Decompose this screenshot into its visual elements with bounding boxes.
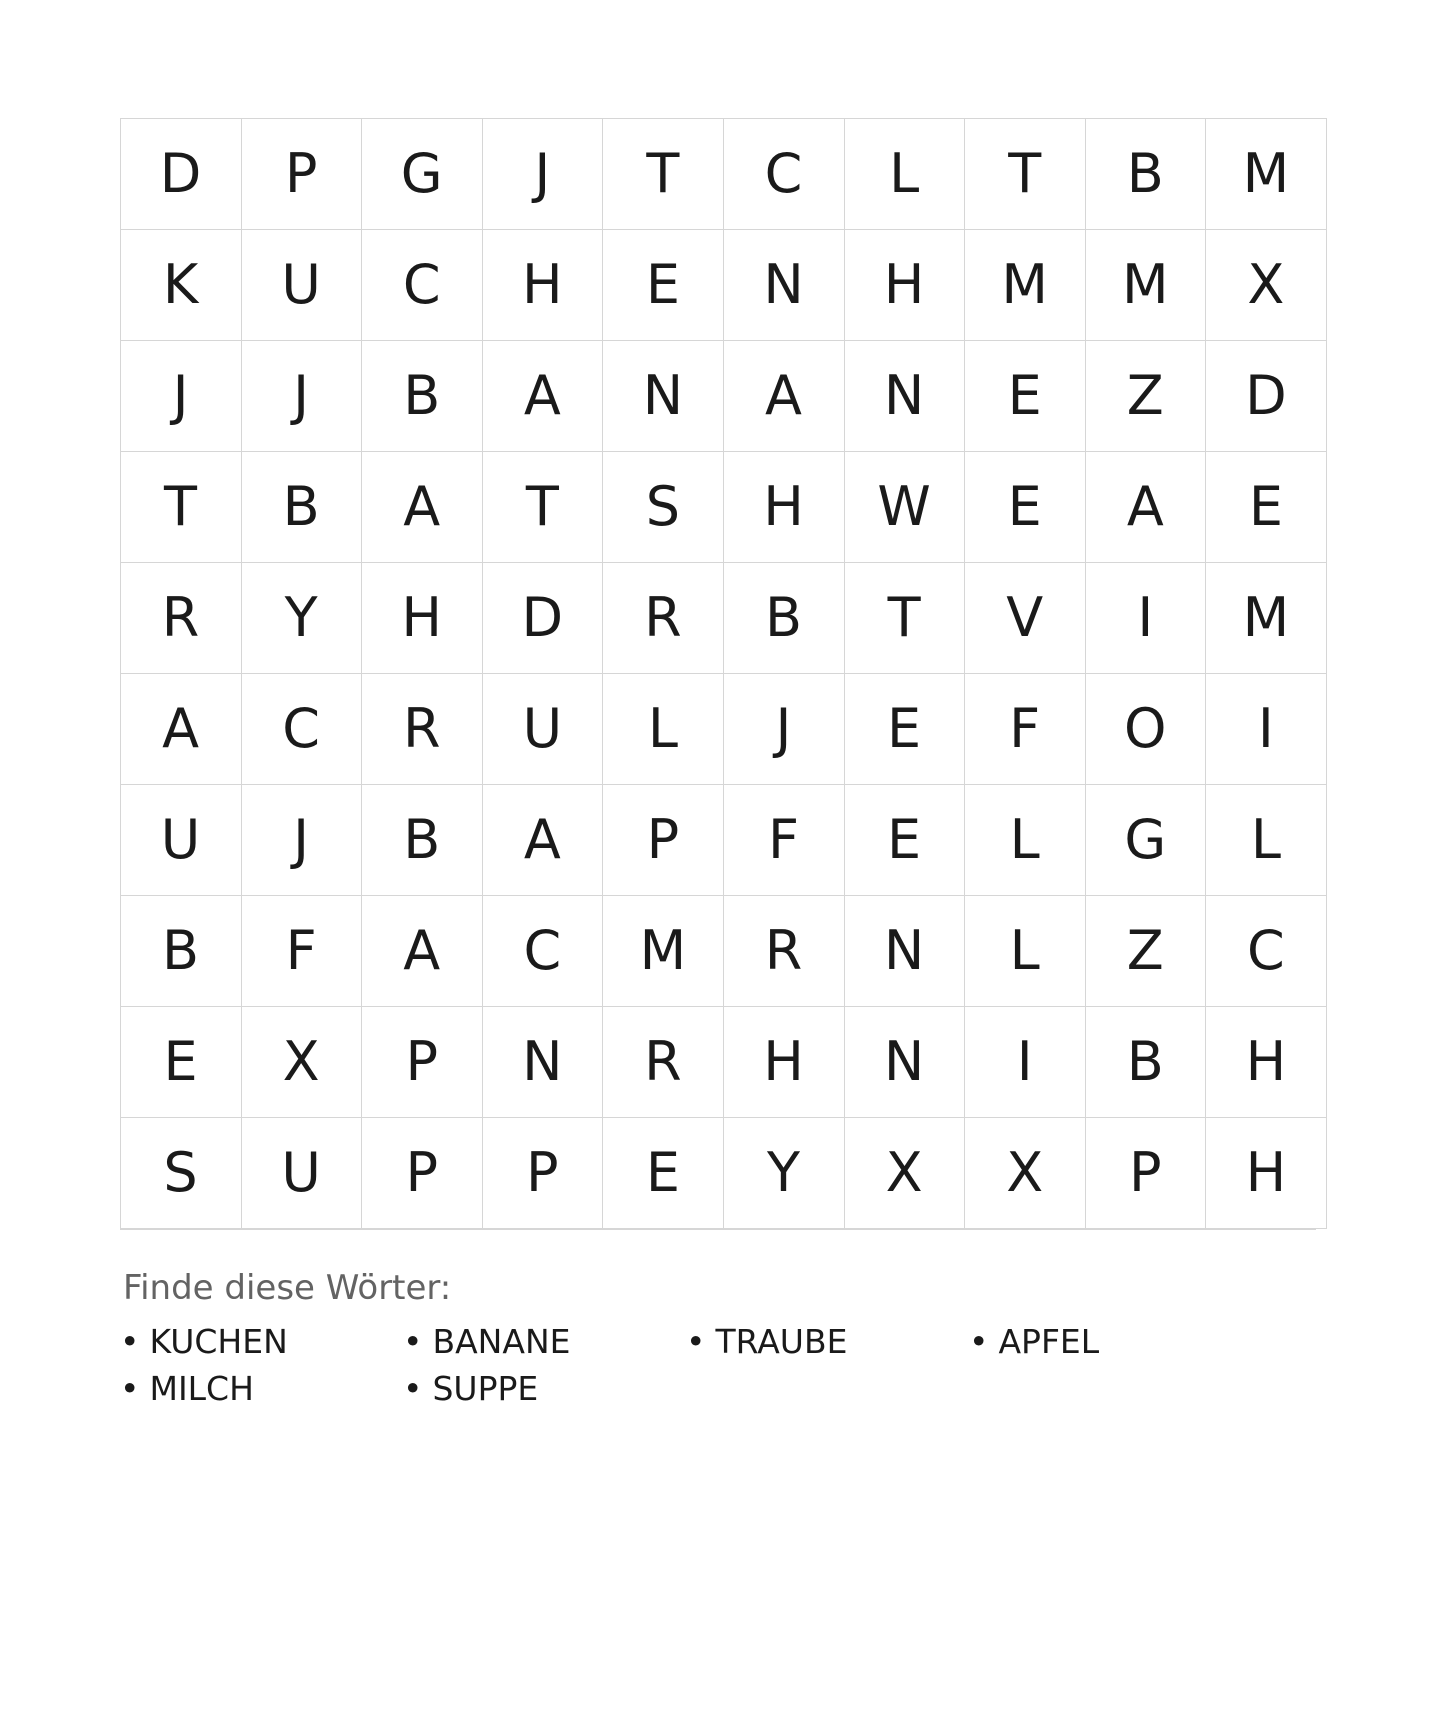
grid-cell[interactable]: P bbox=[362, 1118, 483, 1229]
grid-cell[interactable]: E bbox=[844, 674, 965, 785]
grid-cell[interactable]: C bbox=[1206, 896, 1327, 1007]
grid-cell[interactable]: X bbox=[241, 1007, 362, 1118]
word-label: BANANE bbox=[432, 1322, 571, 1361]
grid-cell[interactable]: C bbox=[723, 119, 844, 230]
grid-cell[interactable]: M bbox=[965, 230, 1086, 341]
grid-cell[interactable]: T bbox=[965, 119, 1086, 230]
grid-cell[interactable]: B bbox=[241, 452, 362, 563]
list-item[interactable] bbox=[403, 1369, 686, 1408]
grid-cell[interactable]: X bbox=[844, 1118, 965, 1229]
grid-cell[interactable]: I bbox=[1085, 563, 1206, 674]
grid-cell[interactable]: Z bbox=[1085, 341, 1206, 452]
grid-cell[interactable]: J bbox=[121, 341, 242, 452]
grid-cell[interactable]: P bbox=[1085, 1118, 1206, 1229]
grid-cell[interactable]: Z bbox=[1085, 896, 1206, 1007]
list-item[interactable] bbox=[120, 1369, 403, 1408]
word-label: TRAUBE bbox=[715, 1322, 848, 1361]
grid-cell[interactable]: K bbox=[121, 230, 242, 341]
grid-cell[interactable]: C bbox=[362, 230, 483, 341]
grid-cell[interactable]: H bbox=[1206, 1118, 1327, 1229]
grid-cell[interactable]: J bbox=[482, 119, 603, 230]
bullet-icon: • bbox=[403, 1369, 423, 1408]
grid-cell[interactable]: T bbox=[121, 452, 242, 563]
grid-cell[interactable]: Y bbox=[241, 563, 362, 674]
grid-cell[interactable]: T bbox=[603, 119, 724, 230]
table-row bbox=[121, 1118, 1327, 1229]
grid-cell[interactable]: B bbox=[1085, 1007, 1206, 1118]
grid-cell[interactable]: U bbox=[121, 785, 242, 896]
grid-cell[interactable]: L bbox=[965, 785, 1086, 896]
grid-cell[interactable]: F bbox=[965, 674, 1086, 785]
list-item[interactable] bbox=[403, 1322, 686, 1361]
grid-cell[interactable]: G bbox=[1085, 785, 1206, 896]
table-row bbox=[121, 341, 1327, 452]
grid-cell[interactable]: D bbox=[1206, 341, 1327, 452]
grid-cell[interactable]: W bbox=[844, 452, 965, 563]
grid-cell[interactable]: B bbox=[362, 341, 483, 452]
grid-cell[interactable]: O bbox=[1085, 674, 1206, 785]
grid-cell[interactable]: D bbox=[482, 563, 603, 674]
grid-cell[interactable]: N bbox=[844, 1007, 965, 1118]
bullet-icon: • bbox=[403, 1322, 423, 1361]
table-row bbox=[121, 119, 1327, 230]
word-list-row bbox=[120, 1369, 1316, 1408]
word-label: APFEL bbox=[998, 1322, 1100, 1361]
grid-cell[interactable]: L bbox=[603, 674, 724, 785]
word-list bbox=[120, 1322, 1316, 1408]
grid-cell[interactable]: B bbox=[1085, 119, 1206, 230]
grid-cell[interactable]: H bbox=[723, 1007, 844, 1118]
list-item[interactable] bbox=[969, 1322, 1252, 1361]
grid-cell[interactable]: R bbox=[603, 1007, 724, 1118]
grid-cell[interactable]: P bbox=[603, 785, 724, 896]
table-row bbox=[121, 785, 1327, 896]
grid-cell[interactable]: A bbox=[723, 341, 844, 452]
grid-cell[interactable]: H bbox=[482, 230, 603, 341]
grid-cell[interactable]: H bbox=[844, 230, 965, 341]
grid-cell[interactable]: R bbox=[362, 674, 483, 785]
grid-cell[interactable]: A bbox=[362, 896, 483, 1007]
grid-cell[interactable]: N bbox=[844, 896, 965, 1007]
grid-cell[interactable]: B bbox=[723, 563, 844, 674]
grid-cell[interactable]: B bbox=[121, 896, 242, 1007]
grid-cell[interactable]: L bbox=[965, 896, 1086, 1007]
grid-cell[interactable]: E bbox=[121, 1007, 242, 1118]
grid-cell[interactable]: S bbox=[121, 1118, 242, 1229]
grid-cell[interactable]: T bbox=[844, 563, 965, 674]
grid-cell[interactable]: V bbox=[965, 563, 1086, 674]
grid-cell[interactable]: N bbox=[482, 1007, 603, 1118]
grid-cell[interactable]: A bbox=[1085, 452, 1206, 563]
grid-cell[interactable]: A bbox=[121, 674, 242, 785]
grid-cell[interactable]: G bbox=[362, 119, 483, 230]
table-row bbox=[121, 674, 1327, 785]
grid-cell[interactable]: E bbox=[844, 785, 965, 896]
grid-cell[interactable]: A bbox=[362, 452, 483, 563]
grid-cell[interactable]: I bbox=[965, 1007, 1086, 1118]
word-label: MILCH bbox=[149, 1369, 254, 1408]
grid-cell[interactable]: M bbox=[1085, 230, 1206, 341]
grid-cell[interactable]: P bbox=[482, 1118, 603, 1229]
grid-cell[interactable]: H bbox=[723, 452, 844, 563]
grid-cell[interactable]: E bbox=[603, 230, 724, 341]
grid-cell[interactable]: C bbox=[241, 674, 362, 785]
grid-cell[interactable]: I bbox=[1206, 674, 1327, 785]
grid-cell[interactable]: U bbox=[482, 674, 603, 785]
grid-cell[interactable]: L bbox=[844, 119, 965, 230]
grid-cell[interactable]: M bbox=[603, 896, 724, 1007]
grid-cell[interactable]: R bbox=[603, 563, 724, 674]
grid-cell[interactable]: A bbox=[482, 341, 603, 452]
grid-cell[interactable]: N bbox=[844, 341, 965, 452]
grid-cell[interactable]: F bbox=[723, 785, 844, 896]
grid-cell[interactable]: J bbox=[723, 674, 844, 785]
grid-cell[interactable]: N bbox=[603, 341, 724, 452]
table-row bbox=[121, 896, 1327, 1007]
bullet-icon: • bbox=[686, 1322, 706, 1361]
grid-cell[interactable]: Y bbox=[723, 1118, 844, 1229]
grid-cell[interactable]: P bbox=[362, 1007, 483, 1118]
list-item[interactable] bbox=[686, 1322, 969, 1361]
grid-cell[interactable]: D bbox=[121, 119, 242, 230]
grid-cell[interactable]: E bbox=[603, 1118, 724, 1229]
table-row bbox=[121, 230, 1327, 341]
grid-cell[interactable]: N bbox=[723, 230, 844, 341]
grid-cell[interactable]: R bbox=[723, 896, 844, 1007]
grid-cell[interactable]: X bbox=[965, 1118, 1086, 1229]
bullet-icon: • bbox=[120, 1369, 140, 1408]
grid-cell[interactable]: T bbox=[482, 452, 603, 563]
bullet-icon: • bbox=[120, 1322, 140, 1361]
grid-cell[interactable]: B bbox=[362, 785, 483, 896]
grid-cell[interactable]: E bbox=[965, 341, 1086, 452]
grid-cell[interactable]: H bbox=[362, 563, 483, 674]
grid-cell[interactable]: U bbox=[241, 1118, 362, 1229]
table-row bbox=[121, 452, 1327, 563]
grid-cell[interactable]: P bbox=[241, 119, 362, 230]
bullet-icon: • bbox=[969, 1322, 989, 1361]
word-label: SUPPE bbox=[432, 1369, 539, 1408]
grid-cell[interactable]: R bbox=[121, 563, 242, 674]
puzzle-grid-container bbox=[120, 118, 1316, 1229]
word-list-section bbox=[120, 1230, 1316, 1408]
list-item[interactable] bbox=[120, 1322, 403, 1361]
word-list-title: Finde diese Wörter: bbox=[123, 1268, 452, 1308]
letter-grid bbox=[120, 118, 1327, 1229]
grid-cell[interactable]: H bbox=[1206, 1007, 1327, 1118]
letter-grid-body bbox=[121, 119, 1327, 1229]
grid-cell[interactable]: A bbox=[482, 785, 603, 896]
grid-cell[interactable]: S bbox=[603, 452, 724, 563]
grid-cell[interactable]: E bbox=[1206, 452, 1327, 563]
word-label: KUCHEN bbox=[149, 1322, 288, 1361]
grid-cell[interactable]: F bbox=[241, 896, 362, 1007]
grid-cell[interactable]: U bbox=[241, 230, 362, 341]
table-row bbox=[121, 1007, 1327, 1118]
grid-cell[interactable]: J bbox=[241, 785, 362, 896]
grid-cell[interactable]: M bbox=[1206, 563, 1327, 674]
grid-cell[interactable]: M bbox=[1206, 119, 1327, 230]
table-row bbox=[121, 563, 1327, 674]
word-list-row bbox=[120, 1322, 1316, 1361]
grid-cell[interactable]: L bbox=[1206, 785, 1327, 896]
grid-cell[interactable]: X bbox=[1206, 230, 1327, 341]
grid-cell[interactable]: J bbox=[241, 341, 362, 452]
grid-cell[interactable]: E bbox=[965, 452, 1086, 563]
grid-cell[interactable]: C bbox=[482, 896, 603, 1007]
